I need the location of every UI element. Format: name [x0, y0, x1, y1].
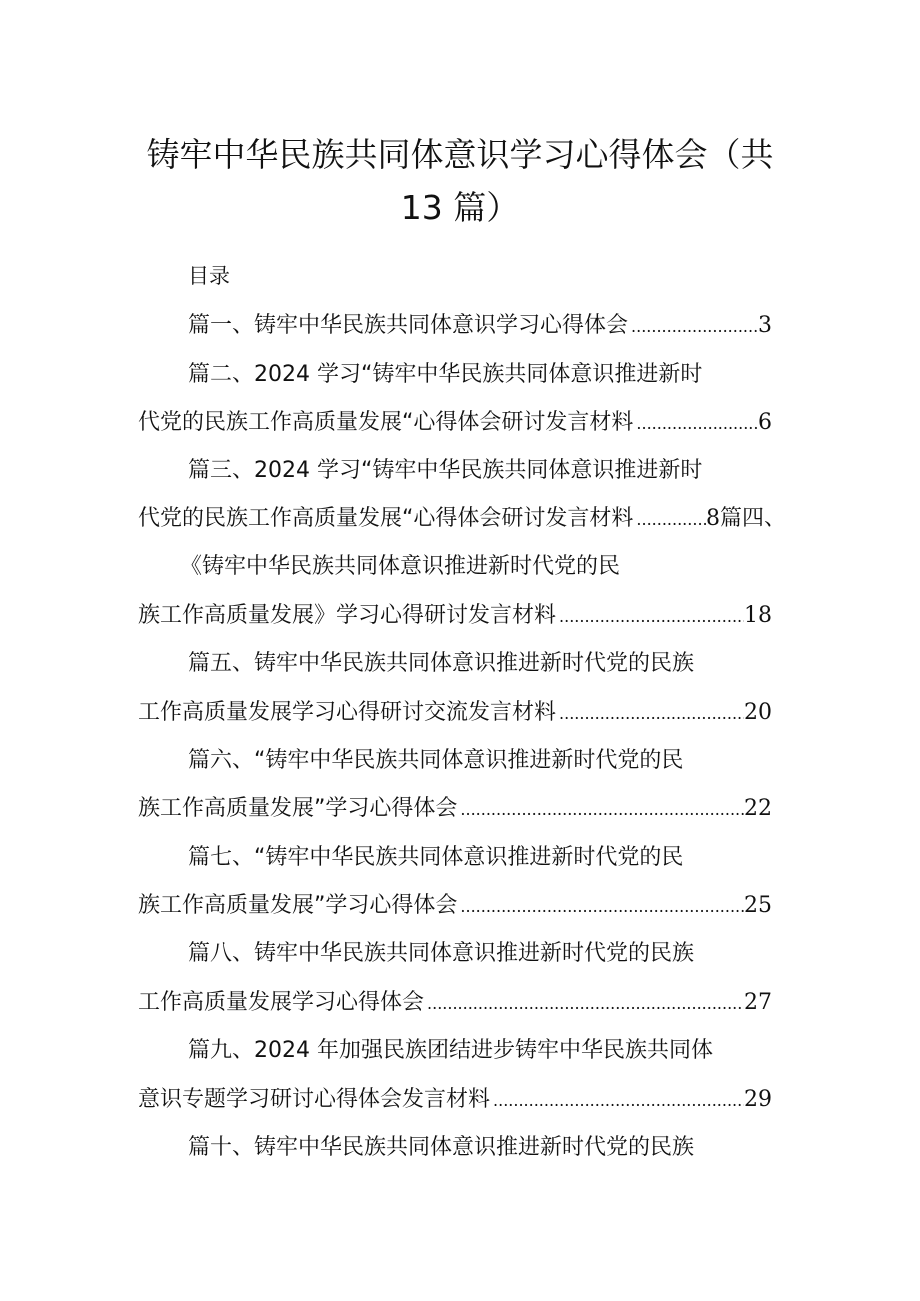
toc-entry-3-text-2: 代党的民族工作高质量发展“心得体会研讨发言材料 — [138, 506, 634, 531]
toc-entry-6-line-1[interactable] — [188, 744, 683, 778]
toc-leader-dots — [457, 793, 744, 827]
toc-leader-dots — [490, 1084, 744, 1118]
toc-heading: 目录 — [188, 264, 230, 288]
toc-entry-2-line-2[interactable] — [138, 406, 772, 440]
toc-entry-4-line-2[interactable] — [138, 599, 772, 633]
toc-leader-dots — [633, 407, 758, 441]
toc-leader-dots — [424, 987, 744, 1021]
toc-entry-2-page: 6 — [758, 410, 772, 435]
toc-entry-9-text-1: 篇九、2024 年加强民族团结进步铸牢中华民族共同体 — [188, 1038, 713, 1063]
toc-entry-8-line-2[interactable] — [138, 986, 772, 1020]
toc-entry-8-line-1[interactable] — [188, 937, 694, 971]
toc-entry-5-line-2[interactable] — [138, 696, 772, 730]
toc-entry-7-text-1: 篇七、“铸牢中华民族共同体意识推进新时代党的民 — [188, 845, 684, 870]
toc-entry-1-page: 3 — [758, 313, 772, 338]
document-title-line-2: 13 篇） — [400, 188, 520, 227]
toc-entry-5-text-2: 工作高质量发展学习心得研讨交流发言材料 — [138, 700, 557, 725]
toc-entry-7-text-2: 族工作高质量发展”学习心得体会 — [138, 893, 458, 918]
toc-entry-6-page: 22 — [744, 796, 772, 821]
toc-entry-5-line-1[interactable] — [188, 647, 694, 681]
toc-leader-dots — [556, 697, 744, 731]
toc-entry-2-text-1: 篇二、2024 学习“铸牢中华民族共同体意识推进新时 — [188, 362, 703, 387]
toc-entry-9-line-2[interactable] — [138, 1083, 772, 1117]
toc-entry-9-text-2: 意识专题学习研讨心得体会发言材料 — [138, 1087, 491, 1112]
toc-leader-dots — [457, 890, 744, 924]
document-title-line-1: 铸牢中华民族共同体意识学习心得体会（共 — [146, 135, 774, 174]
toc-entry-6-text-2: 族工作高质量发展”学习心得体会 — [138, 796, 458, 821]
toc-entry-9-line-1[interactable] — [188, 1034, 713, 1068]
toc-entry-7-page: 25 — [744, 893, 772, 918]
toc-entry-5-page: 20 — [744, 700, 772, 725]
toc-entry-3-line-1[interactable] — [188, 454, 702, 488]
toc-entry-7-line-1[interactable] — [188, 841, 683, 875]
toc-entry-3-line-2[interactable] — [138, 502, 786, 536]
toc-entry-4-page: 18 — [744, 603, 772, 628]
toc-entry-5-text-1: 篇五、铸牢中华民族共同体意识推进新时代党的民族 — [188, 651, 695, 676]
toc-entry-4-line-1[interactable] — [180, 550, 620, 584]
toc-entry-4-prefix: 篇四、 — [719, 506, 786, 531]
toc-entry-8-text-2: 工作高质量发展学习心得体会 — [138, 990, 425, 1015]
toc-leader-dots — [633, 503, 706, 537]
toc-entry-3-page: 8 — [705, 506, 720, 531]
toc-entry-2-text-2: 代党的民族工作高质量发展“心得体会研讨发言材料 — [138, 410, 634, 435]
toc-leader-dots — [556, 600, 744, 634]
toc-entry-2-line-1[interactable] — [188, 358, 702, 392]
toc-entry-1-text: 篇一、铸牢中华民族共同体意识学习心得体会 — [188, 313, 629, 338]
toc-entry-6-line-2[interactable] — [138, 792, 772, 826]
toc-entry-7-line-2[interactable] — [138, 889, 772, 923]
toc-entry-9-page: 29 — [744, 1087, 772, 1112]
toc-entry-4-text-2: 族工作高质量发展》学习心得研讨发言材料 — [138, 603, 557, 628]
toc-entry-8-text-1: 篇八、铸牢中华民族共同体意识推进新时代党的民族 — [188, 941, 695, 966]
toc-entry-8-page: 27 — [744, 990, 772, 1015]
toc-entry-3-text-1: 篇三、2024 学习“铸牢中华民族共同体意识推进新时 — [188, 458, 703, 483]
toc-entry-1[interactable] — [188, 309, 772, 343]
toc-entry-10-text-1: 篇十、铸牢中华民族共同体意识推进新时代党的民族 — [188, 1135, 695, 1160]
toc-leader-dots — [628, 310, 758, 344]
toc-entry-6-text-1: 篇六、“铸牢中华民族共同体意识推进新时代党的民 — [188, 748, 684, 773]
toc-entry-10-line-1[interactable] — [188, 1131, 694, 1165]
toc-entry-4-text-1: 《铸牢中华民族共同体意识推进新时代党的民 — [180, 554, 621, 579]
